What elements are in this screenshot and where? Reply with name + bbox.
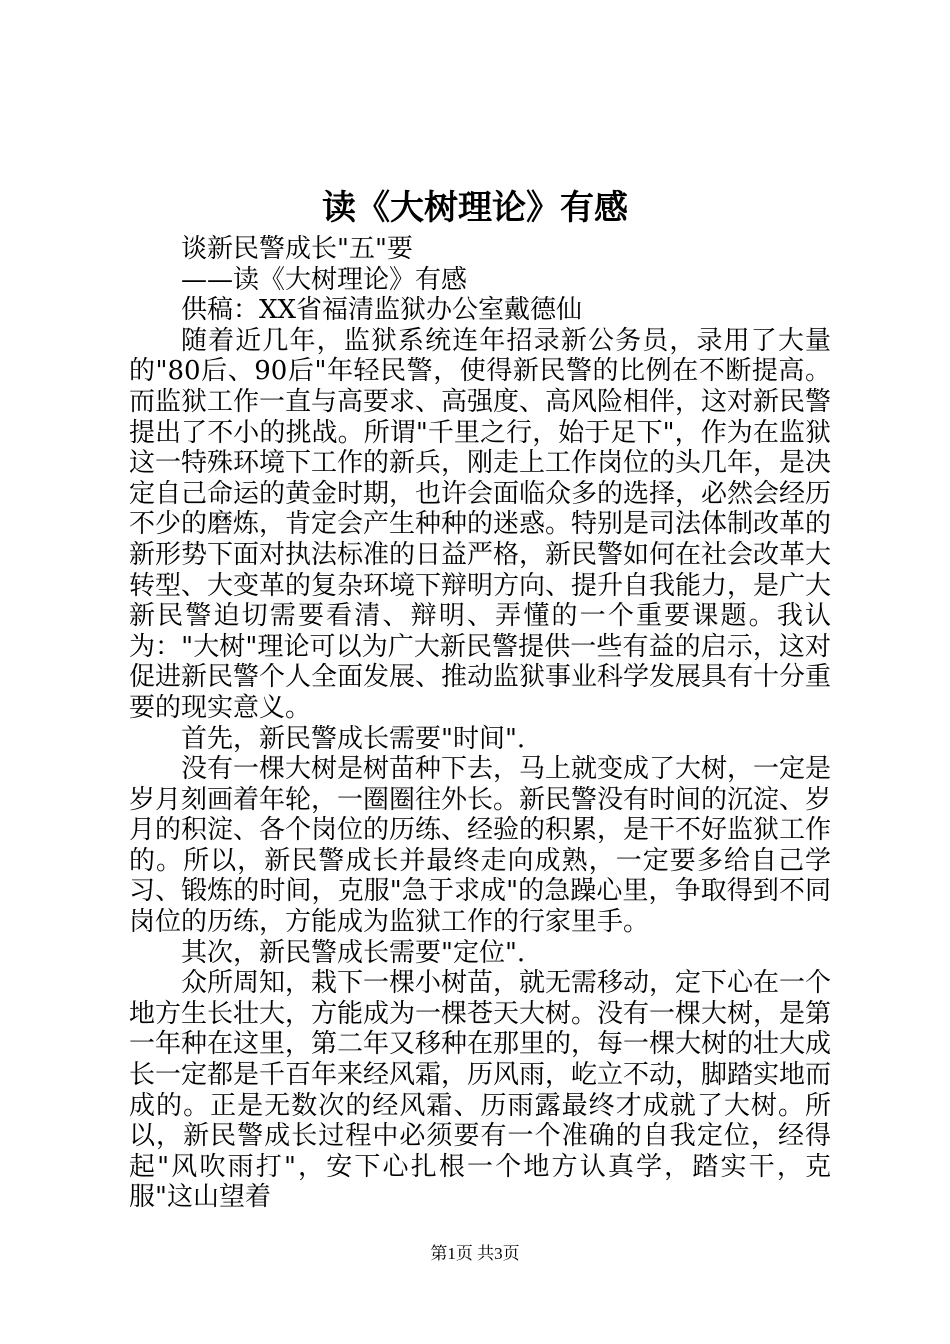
- subtitle-line: 谈新民警成长"五"要: [181, 234, 413, 264]
- body-paragraph: 没有一棵大树是树苗种下去，马上就变成了大树，一定是岁月刻画着年轮，一圈圈往外长。新民警没有时间的沉淀、岁月的积淀、各个岗位的历练、经验的积累，是干不好监狱工作的。所以，新民警成长并最终走向成熟，一定要多给自己学习、锻炼的时间，克服"急于求成"的急躁心里，争取得到不同岗位的历练，方能成为监狱工作的行家里手。: [129, 754, 832, 938]
- body-paragraph: 众所周知，栽下一棵小树苗，就无需移动，定下心在一个地方生长壮大，方能成为一棵苍天大树。没有一棵大树，是第一年种在这里，第二年又移种在那里的，每一棵大树的壮大成长一定都是千百年来经风霜，历风雨，屹立不动，脚踏实地而成的。正是无数次的经风霜、历雨露最终才成就了大树。所以，新民警成长过程中必须要有一个准确的自我定位，经得起"风吹雨打"，安下心扎根一个地方认真学，踏实干，克服"这山望着: [129, 968, 832, 1213]
- document-body: [129, 234, 831, 1213]
- page-footer: 第1页 共3页: [430, 1244, 520, 1263]
- body-paragraph: 随着近几年，监狱系统连年招录新公务员，录用了大量的"80后、90后"年轻民警，使得新民警的比例在不断提高。而监狱工作一直与高要求、高强度、高风险相伴，这对新民警提出了不小的挑战。所谓"千里之行，始于足下"，作为在监狱这一特殊环境下工作的新兵，刚走上工作岗位的头几年，是决定自己命运的黄金时期，也许会面临众多的选择，必然会经历不少的磨炼，肯定会产生种种的迷惑。特别是司法体制改革的新形势下面对执法标准的日益严格，新民警如何在社会改革大转型、大变革的复杂环境下辩明方向、提升自我能力，是广大新民警迫切需要看清、辩明、弄懂的一个重要课题。我认为："大树"理论可以为广大新民警提供一些有益的启示，这对促进新民警个人全面发展、推动监狱事业科学发展具有十分重要的现实意义。: [129, 325, 832, 723]
- section-heading: 其次，新民警成长需要"定位".: [181, 937, 526, 968]
- author-line: 供稿：XX省福清监狱办公室戴德仙: [181, 295, 583, 326]
- subtitle-line: ——读《大树理论》有感: [181, 264, 468, 295]
- page-title: 读《大树理论》有感: [322, 188, 628, 228]
- section-heading: 首先，新民警成长需要"时间".: [181, 723, 526, 754]
